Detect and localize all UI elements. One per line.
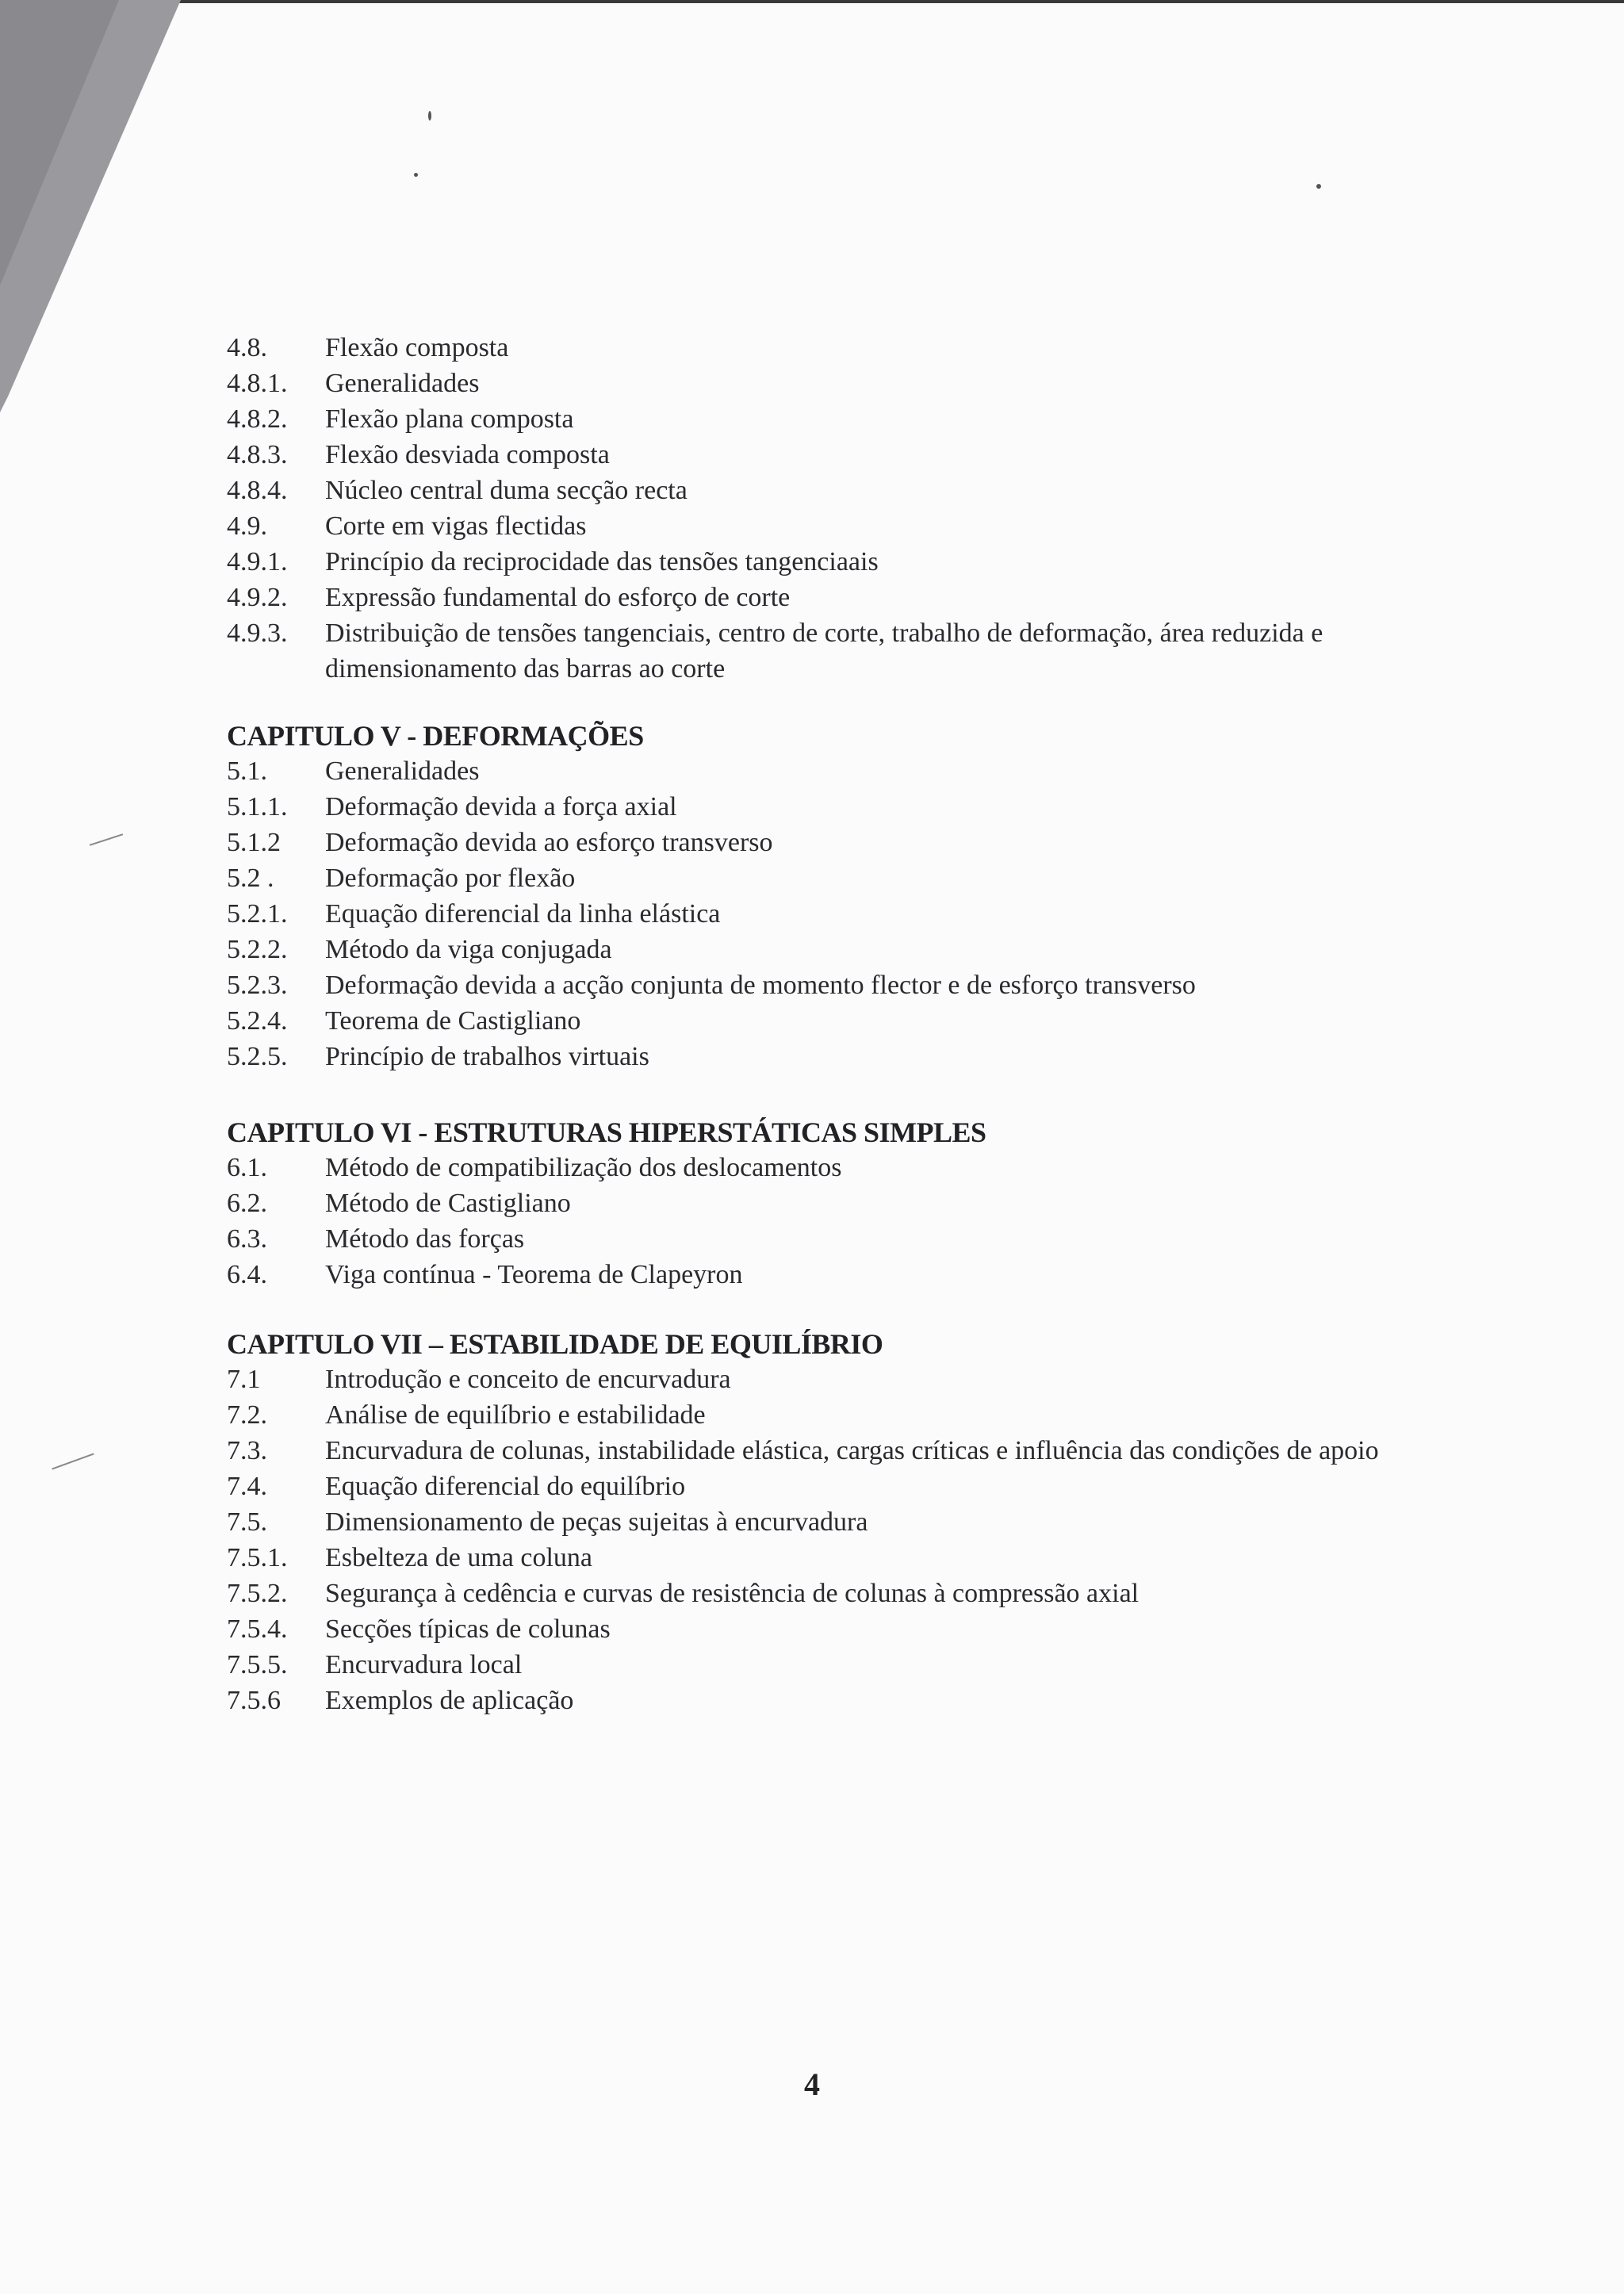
- scan-speck: [1316, 184, 1321, 189]
- entry-title: Flexão plana composta: [325, 404, 574, 434]
- toc-section-chapter-6: [227, 1115, 1511, 1293]
- scan-speck: [428, 111, 431, 121]
- toc-entry: [227, 1039, 1511, 1074]
- entry-title: Método de compatibilização dos deslocamentos: [325, 1153, 842, 1182]
- toc-entry: [227, 753, 1511, 789]
- entry-number: 5.2.1.: [227, 899, 288, 929]
- toc-entry: [227, 437, 1511, 473]
- entry-number: 5.2.3.: [227, 971, 288, 1000]
- toc-entry: [227, 1540, 1511, 1576]
- entry-number: 5.1.: [227, 756, 267, 786]
- chapter-heading: CAPITULO VII – ESTABILIDADE DE EQUILÍBRIO: [227, 1328, 883, 1360]
- toc-list: [227, 753, 1511, 1074]
- entry-title: Princípio da reciprocidade das tensões tangenciaais: [325, 547, 879, 576]
- toc-entry: [227, 330, 1511, 366]
- entry-number: 7.2.: [227, 1400, 267, 1430]
- entry-number: 7.3.: [227, 1436, 267, 1465]
- entry-title: Encurvadura local: [325, 1650, 523, 1679]
- scan-top-edge: [0, 0, 1624, 3]
- entry-title: Flexão desviada composta: [325, 440, 610, 469]
- scan-corner-shadow: [0, 0, 190, 412]
- entry-number: 7.5.2.: [227, 1579, 288, 1608]
- entry-number: 7.5.5.: [227, 1650, 288, 1679]
- entry-title: Equação diferencial da linha elástica: [325, 899, 721, 929]
- toc-entry: [227, 896, 1511, 932]
- entry-title: Método da viga conjugada: [325, 935, 612, 964]
- entry-number: 7.5.6: [227, 1686, 281, 1715]
- scan-mark: [90, 833, 123, 845]
- toc-section-chapter-4: [227, 330, 1511, 687]
- scan-speck: [414, 173, 418, 177]
- page-number: 4: [804, 2066, 820, 2102]
- entry-number: 7.5.4.: [227, 1614, 288, 1644]
- toc-entry: [227, 1433, 1511, 1469]
- entry-title: Distribuição de tensões tangenciais, centro de corte, trabalho de deformação, área reduzida e dimensionamento das barras ao corte: [325, 618, 1323, 684]
- entry-title: Viga contínua - Teorema de Clapeyron: [325, 1260, 743, 1289]
- entry-title: Segurança à cedência e curvas de resistência de colunas à compressão axial: [325, 1579, 1139, 1608]
- entry-number: 4.9.3.: [227, 618, 288, 648]
- entry-title: Deformação devida a acção conjunta de momento flector e de esforço transverso: [325, 971, 1196, 1000]
- toc-list: [227, 1361, 1511, 1718]
- entry-number: 4.9.: [227, 511, 267, 541]
- toc-list: [227, 330, 1511, 687]
- chapter-heading: CAPITULO V - DEFORMAÇÕES: [227, 720, 644, 752]
- entry-number: 6.2.: [227, 1189, 267, 1218]
- entry-number: 4.9.2.: [227, 583, 288, 612]
- entry-number: 7.1: [227, 1365, 261, 1394]
- entry-number: 7.5.1.: [227, 1543, 288, 1572]
- entry-number: 4.8.: [227, 333, 267, 362]
- entry-title: Deformação devida ao esforço transverso: [325, 828, 773, 857]
- toc-entry: [227, 1683, 1511, 1718]
- toc-entry: [227, 1185, 1511, 1221]
- entry-number: 7.5.: [227, 1507, 267, 1537]
- entry-title: Encurvadura de colunas, instabilidade elástica, cargas críticas e influência das condições de apoio: [325, 1436, 1379, 1465]
- entry-number: 4.8.4.: [227, 476, 288, 505]
- entry-title: Flexão composta: [325, 333, 509, 362]
- entry-number: 7.4.: [227, 1472, 267, 1501]
- entry-title: Generalidades: [325, 369, 480, 398]
- entry-title: Corte em vigas flectidas: [325, 511, 587, 541]
- entry-title: Deformação por flexão: [325, 864, 576, 893]
- toc-entry: [227, 508, 1511, 544]
- entry-number: 4.8.3.: [227, 440, 288, 469]
- entry-title: Teorema de Castigliano: [325, 1006, 581, 1036]
- toc-entry: [227, 580, 1511, 615]
- toc-entry: [227, 1647, 1511, 1683]
- entry-title: Núcleo central duma secção recta: [325, 476, 688, 505]
- entry-title: Generalidades: [325, 756, 480, 786]
- entry-number: 5.2.5.: [227, 1042, 288, 1071]
- toc-entry: [227, 1221, 1511, 1257]
- toc-entry: [227, 1397, 1511, 1433]
- toc-entry: [227, 615, 1511, 687]
- entry-title: Princípio de trabalhos virtuais: [325, 1042, 649, 1071]
- toc-entry: [227, 1611, 1511, 1647]
- toc-entry: [227, 1150, 1511, 1185]
- toc-section-chapter-7: [227, 1327, 1511, 1718]
- toc-entry: [227, 1003, 1511, 1039]
- entry-title: Secções típicas de colunas: [325, 1614, 611, 1644]
- entry-title: Equação diferencial do equilíbrio: [325, 1472, 686, 1501]
- entry-title: Exemplos de aplicação: [325, 1686, 574, 1715]
- toc-entry: [227, 1257, 1511, 1293]
- entry-number: 5.2 .: [227, 864, 274, 893]
- entry-title: Expressão fundamental do esforço de corte: [325, 583, 791, 612]
- entry-title: Introdução e conceito de encurvadura: [325, 1365, 731, 1394]
- chapter-heading: CAPITULO VI - ESTRUTURAS HIPERSTÁTICAS SIMPLES: [227, 1116, 986, 1148]
- entry-number: 5.2.2.: [227, 935, 288, 964]
- toc-entry: [227, 366, 1511, 401]
- toc-entry: [227, 967, 1511, 1003]
- toc-entry: [227, 932, 1511, 967]
- toc-entry: [227, 1504, 1511, 1540]
- entry-number: 4.9.1.: [227, 547, 288, 576]
- entry-number: 6.4.: [227, 1260, 267, 1289]
- toc-section-chapter-5: [227, 718, 1511, 1074]
- entry-number: 5.1.1.: [227, 792, 288, 821]
- entry-title: Método das forças: [325, 1224, 525, 1254]
- toc-list: [227, 1150, 1511, 1293]
- toc-entry: [227, 473, 1511, 508]
- toc-entry: [227, 401, 1511, 437]
- toc-entry: [227, 1361, 1511, 1397]
- entry-number: 5.1.2: [227, 828, 281, 857]
- toc-entry: [227, 825, 1511, 860]
- toc-entry: [227, 860, 1511, 896]
- entry-number: 6.1.: [227, 1153, 267, 1182]
- toc-entry: [227, 1469, 1511, 1504]
- entry-title: Análise de equilíbrio e estabilidade: [325, 1400, 706, 1430]
- entry-title: Deformação devida a força axial: [325, 792, 677, 821]
- entry-number: 6.3.: [227, 1224, 267, 1254]
- entry-number: 5.2.4.: [227, 1006, 288, 1036]
- entry-title: Dimensionamento de peças sujeitas à encurvadura: [325, 1507, 868, 1537]
- entry-title: Esbelteza de uma coluna: [325, 1543, 593, 1572]
- entry-number: 4.8.1.: [227, 369, 288, 398]
- toc-entry: [227, 789, 1511, 825]
- entry-title: Método de Castigliano: [325, 1189, 571, 1218]
- toc-entry: [227, 1576, 1511, 1611]
- entry-number: 4.8.2.: [227, 404, 288, 434]
- toc-entry: [227, 544, 1511, 580]
- scan-mark: [52, 1453, 94, 1469]
